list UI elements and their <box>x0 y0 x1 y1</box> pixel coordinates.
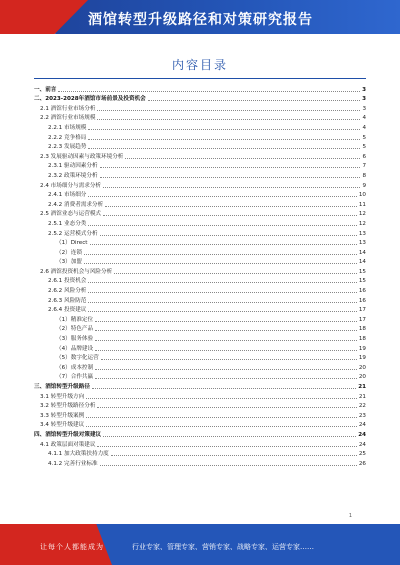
toc-entry-page: 23 <box>358 412 366 419</box>
toc-entry-title: （3）服务体验 <box>56 336 94 343</box>
report-title: 酒馆转型升级路径和对策研究报告 <box>88 12 313 28</box>
toc-entry[interactable] <box>34 266 366 276</box>
toc-leader-dots <box>148 99 360 101</box>
toc-entry-page: 5 <box>362 134 366 141</box>
toc-entry[interactable] <box>34 458 366 468</box>
toc-entry-page: 18 <box>358 336 366 343</box>
toc-leader-dots <box>84 262 357 264</box>
footer-tagline: 行业专家、管理专家、营销专家、战略专家、运营专家…… <box>132 543 314 551</box>
toc-leader-dots <box>88 195 356 197</box>
toc-entry-page: 10 <box>358 192 366 199</box>
toc-entry-title: 2.2.2 竞争格局 <box>48 134 87 141</box>
toc-leader-dots <box>58 90 360 92</box>
toc-entry-page: 15 <box>358 268 366 275</box>
toc-entry[interactable] <box>34 410 366 420</box>
toc-leader-dots <box>95 339 357 341</box>
toc-leader-dots <box>95 329 357 331</box>
toc-entry-page: 20 <box>358 374 366 381</box>
toc-entry[interactable] <box>34 333 366 343</box>
toc-leader-dots <box>105 205 357 207</box>
toc-divider <box>34 78 366 79</box>
toc-entry-page: 21 <box>358 393 366 400</box>
toc-entry-title: 2.5 酒馆业态与运营模式 <box>40 211 102 218</box>
toc-leader-dots <box>88 138 360 140</box>
toc-leader-dots <box>86 416 357 418</box>
toc-leader-dots <box>97 109 360 111</box>
toc-entry[interactable] <box>34 103 366 113</box>
toc-entry-page: 12 <box>358 220 366 227</box>
toc-entry-title: 2.2.1 市场规模 <box>48 124 87 131</box>
toc-entry[interactable] <box>34 429 366 439</box>
toc-leader-dots <box>114 272 357 274</box>
toc-entry[interactable] <box>34 420 366 430</box>
toc-entry-page: 11 <box>358 201 366 208</box>
toc-leader-dots <box>88 128 360 130</box>
toc-entry-title: 2.4.2 消费者需求分析 <box>48 201 104 208</box>
toc-leader-dots <box>103 214 357 216</box>
header <box>0 0 400 34</box>
toc-entry-page: 19 <box>358 345 366 352</box>
toc-entry-page: 24 <box>358 422 366 429</box>
toc-leader-dots <box>111 454 357 456</box>
toc-entry-page: 20 <box>358 364 366 371</box>
toc-entry-page: 4 <box>362 124 366 131</box>
toc-entry-title: 2.4 市场细分与需求分析 <box>40 182 102 189</box>
toc-entry-page: 24 <box>358 441 366 448</box>
toc-entry-title: 2.3.2 政策环境分析 <box>48 172 98 179</box>
toc-entry-title: （2）特色产品 <box>56 326 94 333</box>
toc-leader-dots <box>100 166 361 168</box>
toc-entry[interactable] <box>34 324 366 334</box>
toc-entry-title: 3.1 转型升级方向 <box>40 393 85 400</box>
toc-leader-dots <box>95 320 357 322</box>
toc-leader-dots <box>97 406 356 408</box>
toc-entry[interactable] <box>34 343 366 353</box>
toc-entry-title: （4）品牌建设 <box>56 345 94 352</box>
toc-entry-page: 13 <box>358 240 366 247</box>
toc-leader-dots <box>90 243 357 245</box>
toc-entry-title: （3）加盟 <box>56 259 82 266</box>
toc-leader-dots <box>103 435 356 437</box>
toc-entry[interactable] <box>34 142 366 152</box>
toc-leader-dots <box>125 157 360 159</box>
toc-entry[interactable] <box>34 209 366 219</box>
toc-entry-title: 2.5.1 业态分类 <box>48 220 87 227</box>
toc-entry[interactable] <box>34 439 366 449</box>
toc-entry[interactable] <box>34 122 366 132</box>
toc-entry-page: 9 <box>362 182 366 189</box>
toc-entry[interactable] <box>34 238 366 248</box>
table-of-contents <box>34 84 366 468</box>
toc-entry[interactable] <box>34 449 366 459</box>
toc-entry-title: 2.6 酒馆投资机会与风险分析 <box>40 268 113 275</box>
toc-entry-title: 3.4 转型升级建议 <box>40 422 85 429</box>
toc-entry-title: 4.1.1 加大政策扶持力度 <box>48 451 109 458</box>
toc-entry[interactable] <box>34 190 366 200</box>
toc-entry-title: 二、2023-2028年酒馆市场前景及投资机会 <box>34 96 146 103</box>
toc-leader-dots <box>88 301 356 303</box>
toc-leader-dots <box>88 291 356 293</box>
toc-entry-page: 19 <box>358 355 366 362</box>
toc-entry[interactable] <box>34 132 366 142</box>
toc-entry-page: 12 <box>358 211 366 218</box>
toc-entry-page: 14 <box>358 249 366 256</box>
toc-entry[interactable] <box>34 314 366 324</box>
toc-leader-dots <box>95 377 357 379</box>
toc-entry-page: 17 <box>358 307 366 314</box>
footer-slogan: 让每个人都能成为 <box>40 543 104 551</box>
toc-entry[interactable] <box>34 180 366 190</box>
toc-entry-title: 2.6.3 风险防范 <box>48 297 87 304</box>
toc-entry-title: 2.2 酒馆行业市场规模 <box>40 115 96 122</box>
toc-entry-page: 8 <box>362 172 366 179</box>
toc-entry-page: 15 <box>358 278 366 285</box>
toc-entry-title: 2.3 发展驱动因素与政策环境分析 <box>40 153 124 160</box>
toc-entry-title: 2.6.4 投资建议 <box>48 307 87 314</box>
toc-entry-page: 3 <box>362 105 366 112</box>
toc-entry-title: 2.6.2 风险分析 <box>48 288 87 295</box>
toc-entry[interactable] <box>34 391 366 401</box>
toc-entry-page: 18 <box>358 326 366 333</box>
toc-entry-page: 6 <box>362 153 366 160</box>
toc-entry[interactable] <box>34 353 366 363</box>
toc-entry-title: 2.2.3 发展趋势 <box>48 144 87 151</box>
toc-leader-dots <box>103 186 360 188</box>
toc-entry-title: 一、前言 <box>34 86 57 93</box>
toc-entry[interactable] <box>34 94 366 104</box>
toc-leader-dots <box>88 147 360 149</box>
toc-entry[interactable] <box>34 257 366 267</box>
toc-entry-page: 14 <box>358 259 366 266</box>
toc-entry-page: 26 <box>358 460 366 467</box>
toc-leader-dots <box>95 368 357 370</box>
toc-entry-title: 2.5.2 运营模式分析 <box>48 230 98 237</box>
toc-entry-page: 7 <box>362 163 366 170</box>
toc-entry-title: 2.4.1 市场细分 <box>48 192 87 199</box>
toc-leader-dots <box>100 464 357 466</box>
toc-entry[interactable] <box>34 84 366 94</box>
toc-entry-page: 22 <box>358 403 366 410</box>
toc-leader-dots <box>97 445 356 447</box>
toc-entry[interactable] <box>34 161 366 171</box>
toc-leader-dots <box>84 253 357 255</box>
toc-entry[interactable] <box>34 113 366 123</box>
toc-entry-title: （1）精准定位 <box>56 316 94 323</box>
toc-entry[interactable] <box>34 151 366 161</box>
toc-entry-title: （7）合作共赢 <box>56 374 94 381</box>
toc-leader-dots <box>101 358 357 360</box>
toc-entry[interactable] <box>34 247 366 257</box>
toc-entry[interactable] <box>34 401 366 411</box>
toc-leader-dots <box>88 310 356 312</box>
toc-leader-dots <box>86 397 357 399</box>
toc-leader-dots <box>88 281 356 283</box>
toc-leader-dots <box>95 349 357 351</box>
toc-entry-page: 16 <box>358 288 366 295</box>
toc-entry-page: 3 <box>362 86 366 93</box>
toc-entry[interactable] <box>34 218 366 228</box>
toc-entry-title: 2.1 酒馆行业市场分析 <box>40 105 96 112</box>
toc-entry-page: 16 <box>358 297 366 304</box>
toc-entry-title: （5）数字化运营 <box>56 355 99 362</box>
toc-entry[interactable] <box>34 228 366 238</box>
toc-entry[interactable] <box>34 362 366 372</box>
toc-entry-title: （6）成本控制 <box>56 364 94 371</box>
toc-leader-dots <box>100 234 357 236</box>
toc-leader-dots <box>100 176 361 178</box>
toc-entry-title: 2.6.1 投资机会 <box>48 278 87 285</box>
toc-title: 内容目录 <box>171 58 228 72</box>
toc-entry-title: （2）连锁 <box>56 249 82 256</box>
toc-entry[interactable] <box>34 170 366 180</box>
toc-entry-page: 17 <box>358 316 366 323</box>
toc-entry-page: 21 <box>358 384 366 390</box>
toc-entry[interactable] <box>34 295 366 305</box>
toc-entry-title: 四、酒馆转型升级对策建议 <box>34 431 102 438</box>
toc-leader-dots <box>86 425 357 427</box>
toc-entry[interactable] <box>34 285 366 295</box>
toc-entry-title: 3.3 转型升级案例 <box>40 412 85 419</box>
toc-leader-dots <box>92 387 356 389</box>
toc-entry-title: 4.1 政策层面对策建议 <box>40 441 96 448</box>
toc-entry[interactable] <box>34 276 366 286</box>
toc-entry-page: 3 <box>362 96 366 103</box>
toc-entry-title: 2.3.1 驱动因素分析 <box>48 163 98 170</box>
toc-entry-page: 24 <box>358 431 366 438</box>
toc-entry-page: 25 <box>358 451 366 458</box>
toc-entry[interactable] <box>34 305 366 315</box>
page-number: 1 <box>348 513 352 519</box>
toc-entry[interactable] <box>34 381 366 391</box>
toc-entry[interactable] <box>34 372 366 382</box>
toc-leader-dots <box>88 224 356 226</box>
toc-entry-title: 4.1.2 完善行业标准 <box>48 460 98 467</box>
toc-entry[interactable] <box>34 199 366 209</box>
toc-entry-page: 4 <box>362 115 366 122</box>
toc-leader-dots <box>97 118 360 120</box>
toc-entry-title: 三、酒馆转型升级路径 <box>34 384 90 390</box>
toc-entry-title: 3.2 转型升级路径分析 <box>40 403 96 410</box>
toc-entry-page: 5 <box>362 144 366 151</box>
toc-entry-title: （1）Direct <box>56 240 88 247</box>
toc-entry-page: 13 <box>358 230 366 237</box>
